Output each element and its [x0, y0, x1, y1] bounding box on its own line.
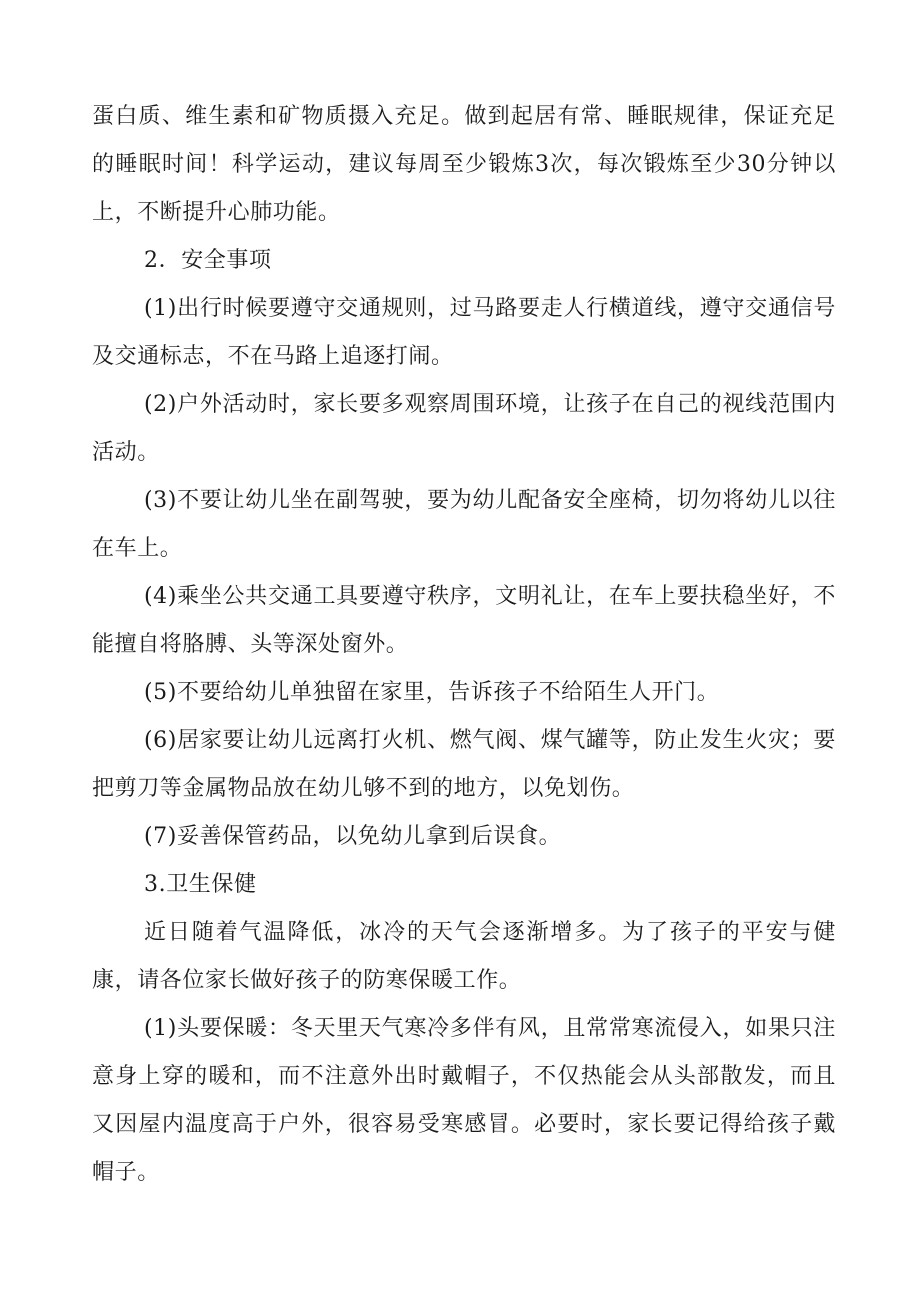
paragraph-nutrition-sleep-exercise: 蛋白质、维生素和矿物质摄入充足。做到起居有常、睡眠规律，保证充足的睡眠时间！科学运动，建议每周至少锻炼3次，每次锻炼至少30分钟以上，不断提升心肺功能。	[92, 104, 836, 225]
safety-item-2: (2)户外活动时，家长要多观察周围环境，让孩子在自己的视线范围内活动。	[92, 392, 836, 465]
safety-item-1: (1)出行时候要遵守交通规则，过马路要走人行横道线，遵守交通信号及交通标志，不在马路上追逐打闹。	[92, 296, 836, 369]
safety-item-6: (6)居家要让幼儿远离打火机、燃气阀、煤气罐等，防止发生火灾；要把剪刀等金属物品放在幼儿够不到的地方，以免划伤。	[92, 728, 836, 801]
safety-item-5: (5)不要给幼儿单独留在家里，告诉孩子不给陌生人开门。	[144, 680, 720, 705]
section-heading-safety: 2．安全事项	[144, 248, 272, 273]
document-page	[92, 93, 836, 1197]
safety-item-7: (7)妥善保管药品，以免幼儿拿到后误食。	[144, 824, 562, 849]
health-intro-paragraph: 近日随着气温降低，冰冷的天气会逐渐增多。为了孩子的平安与健康，请各位家长做好孩子的防寒保暖工作。	[92, 920, 836, 993]
safety-item-3: (3)不要让幼儿坐在副驾驶，要为幼儿配备安全座椅，切勿将幼儿以往在车上。	[92, 488, 836, 561]
warmth-item-1: (1)头要保暖：冬天里天气寒冷多伴有风，且常常寒流侵入，如果只注意身上穿的暖和，而不注意外出时戴帽子，不仅热能会从头部散发，而且又因屋内温度高于户外，很容易受寒感冒。必要时，家长要记得给孩子戴帽子。	[92, 1016, 836, 1185]
safety-item-4: (4)乘坐公共交通工具要遵守秩序，文明礼让，在车上要扶稳坐好，不能擅自将胳膊、头等深处窗外。	[92, 584, 836, 657]
section-heading-health: 3.卫生保健	[144, 872, 257, 897]
